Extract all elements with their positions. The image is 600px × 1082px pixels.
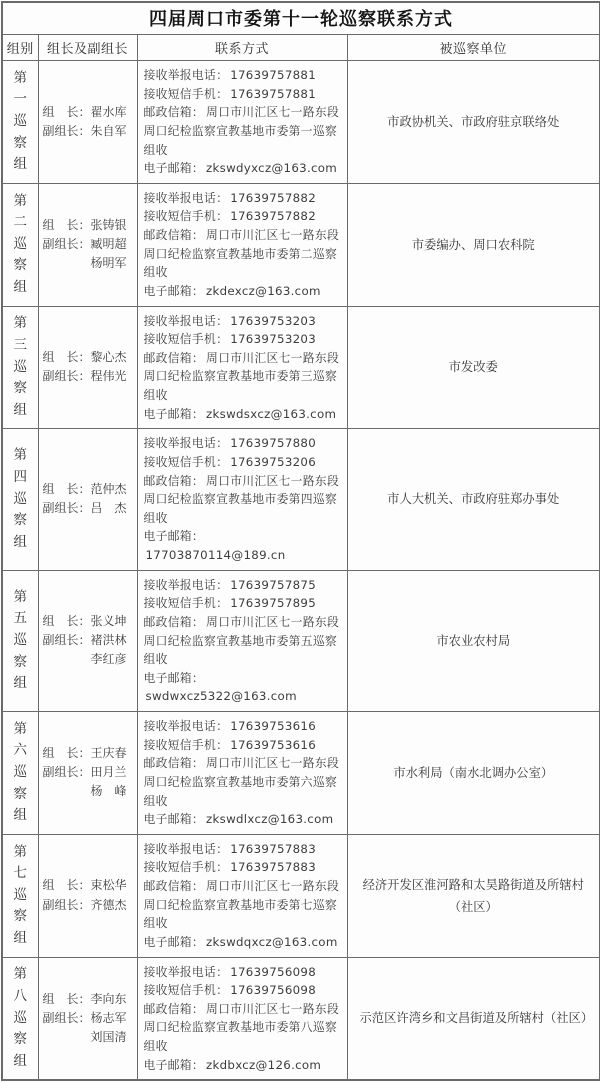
report-phone-value: 17639757882 [230,190,317,205]
leader-name: 范仲杰 [90,482,127,497]
table-body [2,61,600,1081]
postal-address-line [144,472,344,528]
postal-address-value: 周口市川汇区七一路东段周口纪检监察宣教基地市委第一巡察组收 [143,105,340,157]
report-phone-line [144,717,344,736]
email-value: zkswdqxcz@163.com [206,934,338,949]
table-row [2,306,600,429]
leader-name: 翟水库 [90,104,127,119]
email-value: zkswdyxcz@163.com [206,161,338,176]
column-header-leaders: 组长及副组长 [38,35,137,61]
sms-phone-label: 接收短信手机： [143,596,229,611]
sms-phone-line [144,736,344,755]
leaders-cell [38,429,137,570]
inspected-unit: 市政协机关、市政府驻京联络处 [387,114,560,129]
deputy-line [43,122,136,141]
email-value: zkswdsxcz@163.com [206,406,337,421]
leader-line [43,876,136,895]
report-phone-line [144,840,344,859]
group-name: 第六巡察组 [13,720,27,824]
email-line [144,159,344,178]
deputy-role-label: 副组长： [42,369,91,384]
leader-name: 黎心杰 [90,350,127,365]
deputy-line [43,235,136,273]
sms-phone-value: 17639757882 [230,209,317,224]
sms-phone-value: 17639753206 [230,454,317,469]
deputy-names: 杨志军 刘国清 [90,1010,127,1044]
leader-name: 张铸银 [90,217,127,232]
leader-name: 王庆春 [90,746,127,761]
report-phone-value: 17639757881 [230,68,317,82]
report-phone-line [144,312,344,331]
deputy-role-label: 副组长： [42,1010,91,1025]
sms-phone-value: 17639757883 [230,860,317,875]
column-header-contact: 联系方式 [137,35,347,61]
postal-address-value: 周口市川汇区七一路东段周口纪检监察宣教基地市委第二巡察组收 [143,228,340,280]
report-phone-value: 17639756098 [230,964,317,979]
title-row [2,2,600,35]
postal-address-label: 邮政信箱： [143,350,204,365]
leader-line [43,612,136,631]
group-cell [2,712,38,835]
sms-phone-label: 接收短信手机： [143,86,229,101]
inspected-unit: 市发改委 [448,360,498,375]
postal-address-line [144,226,344,282]
report-phone-label: 接收举报电话： [143,436,229,451]
inspection-contact-table [1,1,600,1081]
postal-address-line [144,1000,344,1056]
report-phone-label: 接收举报电话： [143,313,229,328]
email-line [144,405,344,424]
inspected-unit: 市农业农村局 [436,633,511,648]
deputy-role-label: 副组长： [42,765,91,780]
postal-address-label: 邮政信箱： [143,228,204,242]
sms-phone-label: 接收短信手机： [143,983,229,998]
contact-cell [137,570,347,711]
column-header-unit: 被巡察单位 [347,35,600,61]
group-name: 第四巡察组 [13,447,27,550]
sms-phone-line [144,453,344,472]
leader-role-label: 组 长： [42,217,91,232]
email-line [144,669,344,706]
contact-cell [137,183,347,306]
email-line [144,1056,344,1075]
postal-address-line [144,754,344,810]
table-row [2,61,600,184]
report-phone-line [144,434,344,453]
sms-phone-label: 接收短信手机： [143,860,229,875]
postal-address-value: 周口市川汇区七一路东段周口纪检监察宣教基地市委第六巡察组收 [143,756,340,808]
report-phone-value: 17639757883 [230,841,317,856]
leaders-cell [38,570,137,711]
contact-cell [137,834,347,957]
leaders-cell [38,712,137,835]
postal-address-label: 邮政信箱： [143,879,204,893]
unit-cell [347,957,600,1080]
email-label: 电子邮箱： [143,161,204,176]
unit-cell [347,429,600,570]
postal-address-label: 邮政信箱： [143,614,204,629]
email-value: zkswdlxcz@163.com [206,812,334,827]
contact-cell [137,712,347,835]
deputy-role-label: 副组长： [42,897,91,912]
sms-phone-label: 接收短信手机： [143,454,229,469]
leader-line [43,480,136,499]
group-cell [2,183,38,306]
leader-name: 束松华 [90,878,127,893]
deputy-line [43,896,136,915]
leader-name: 李向东 [90,991,127,1006]
deputy-names: 田月兰 杨 峰 [90,765,127,799]
contact-cell [137,306,347,429]
sms-phone-label: 接收短信手机： [143,332,229,347]
group-name: 第五巡察组 [13,588,27,692]
unit-cell [347,570,600,711]
group-name: 第七巡察组 [13,843,27,947]
sms-phone-value: 17639753203 [230,332,317,347]
sms-phone-line [144,207,344,226]
leader-role-label: 组 长： [42,614,91,629]
inspected-unit: 市人大机关、市政府驻郑办事处 [387,492,560,507]
report-phone-line [144,66,344,85]
email-label: 电子邮箱： [143,812,204,827]
deputy-names: 吕 杰 [90,501,127,516]
sms-phone-value: 17639757895 [230,596,317,611]
table-row [2,570,600,711]
inspected-unit: 市水利局（南水北调办公室） [393,765,554,780]
leader-role-label: 组 长： [42,482,91,497]
contact-cell [137,61,347,184]
table-row [2,957,600,1080]
report-phone-value: 17639753616 [230,719,317,733]
group-cell [2,306,38,429]
leader-role-label: 组 长： [42,350,91,365]
report-phone-label: 接收举报电话： [143,68,229,82]
unit-cell [347,834,600,957]
postal-address-label: 邮政信箱： [143,473,204,488]
leaders-cell [38,306,137,429]
deputy-role-label: 副组长： [42,237,91,252]
sms-phone-label: 接收短信手机： [143,209,229,224]
deputy-names: 朱自军 [90,123,127,138]
deputy-line [43,631,136,669]
inspected-unit: 市委编办、周口农科院 [411,237,535,252]
deputy-names: 臧明超 杨明军 [90,237,127,271]
postal-address-value: 周口市川汇区七一路东段周口纪检监察宣教基地市委第八巡察组收 [143,1001,340,1053]
email-line [144,282,344,301]
report-phone-line [144,576,344,595]
report-phone-label: 接收举报电话： [143,577,229,592]
postal-address-value: 周口市川汇区七一路东段周口纪检监察宣教基地市委第五巡察组收 [143,614,340,667]
postal-address-value: 周口市川汇区七一路东段周口纪检监察宣教基地市委第三巡察组收 [143,350,340,402]
column-header-group: 组别 [2,35,38,61]
sms-phone-value: 17639753616 [230,737,317,752]
group-cell [2,61,38,184]
sms-phone-line [144,85,344,104]
email-label: 电子邮箱： [143,529,204,544]
sms-phone-label: 接收短信手机： [143,737,229,752]
email-line [144,527,344,564]
deputy-names: 程伟光 [90,369,127,384]
email-label: 电子邮箱： [143,934,204,949]
email-value: swdwxcz5322@163.com [145,689,297,704]
report-phone-line [144,189,344,208]
email-value: zkdexcz@163.com [206,283,321,298]
email-value: 17703870114@189.cn [145,548,286,562]
postal-address-label: 邮政信箱： [143,756,204,771]
report-phone-label: 接收举报电话： [143,190,229,205]
deputy-line [43,367,136,386]
leader-role-label: 组 长： [42,746,91,761]
leader-role-label: 组 长： [42,991,91,1006]
sms-phone-value: 17639756098 [230,983,317,998]
leader-line [43,348,136,367]
sms-phone-line [144,858,344,877]
leaders-cell [38,957,137,1080]
report-phone-label: 接收举报电话： [143,964,229,979]
email-label: 电子邮箱： [143,283,204,298]
report-phone-label: 接收举报电话： [143,719,229,733]
group-cell [2,957,38,1080]
postal-address-line [144,349,344,405]
postal-address-label: 邮政信箱： [143,1001,204,1016]
table-row [2,834,600,957]
email-label: 电子邮箱： [143,670,204,685]
postal-address-label: 邮政信箱： [143,105,204,120]
deputy-names: 齐德杰 [90,897,127,912]
report-phone-line [144,963,344,982]
inspected-unit: 经济开发区淮河路和太昊路街道及所辖村（社区） [362,877,584,914]
email-label: 电子邮箱： [143,1057,204,1072]
deputy-role-label: 副组长： [42,633,91,648]
inspected-unit: 示范区许湾乡和文昌街道及所辖村（社区） [359,1011,594,1026]
leader-role-label: 组 长： [42,104,91,119]
sms-phone-line [144,981,344,1000]
deputy-line [43,499,136,518]
postal-address-line [144,613,344,669]
group-name: 第三巡察组 [13,315,27,418]
leader-line [43,744,136,763]
group-cell [2,834,38,957]
unit-cell [347,712,600,835]
postal-address-value: 周口市川汇区七一路东段周口纪检监察宣教基地市委第七巡察组收 [143,879,340,931]
contact-cell [137,429,347,570]
group-name: 第二巡察组 [13,192,27,296]
postal-address-line [144,877,344,933]
leader-role-label: 组 长： [42,878,91,893]
unit-cell [347,306,600,429]
contact-cell [137,957,347,1080]
unit-cell [347,183,600,306]
leaders-cell [38,61,137,184]
postal-address-line [144,103,344,159]
sms-phone-value: 17639757881 [230,86,317,101]
postal-address-value: 周口市川汇区七一路东段周口纪检监察宣教基地市委第四巡察组收 [143,473,340,525]
page-title: 四届周口市委第十一轮巡察联系方式 [2,2,600,35]
deputy-line [43,763,136,801]
unit-cell [347,61,600,184]
email-label: 电子邮箱： [143,406,204,421]
deputy-role-label: 副组长： [42,123,91,138]
email-line [144,933,344,952]
email-line [144,810,344,829]
report-phone-value: 17639757880 [230,436,317,451]
deputy-names: 褚洪林 李红彦 [90,633,127,667]
group-name: 第一巡察组 [13,69,27,173]
leaders-cell [38,834,137,957]
table-row [2,183,600,306]
report-phone-value: 17639757875 [230,577,317,592]
deputy-line [43,1009,136,1047]
leader-line [43,103,136,122]
column-header-row [2,35,600,61]
group-name: 第八巡察组 [13,966,27,1069]
sms-phone-line [144,594,344,613]
group-cell [2,570,38,711]
email-value: zkdbxcz@126.com [206,1057,322,1072]
leaders-cell [38,183,137,306]
leader-name: 张义坤 [90,614,127,629]
group-cell [2,429,38,570]
leader-line [43,990,136,1009]
deputy-role-label: 副组长： [42,501,91,516]
table-row [2,712,600,835]
report-phone-value: 17639753203 [230,313,317,328]
leader-line [43,216,136,235]
report-phone-label: 接收举报电话： [143,841,229,856]
sms-phone-line [144,330,344,349]
table-row [2,429,600,570]
